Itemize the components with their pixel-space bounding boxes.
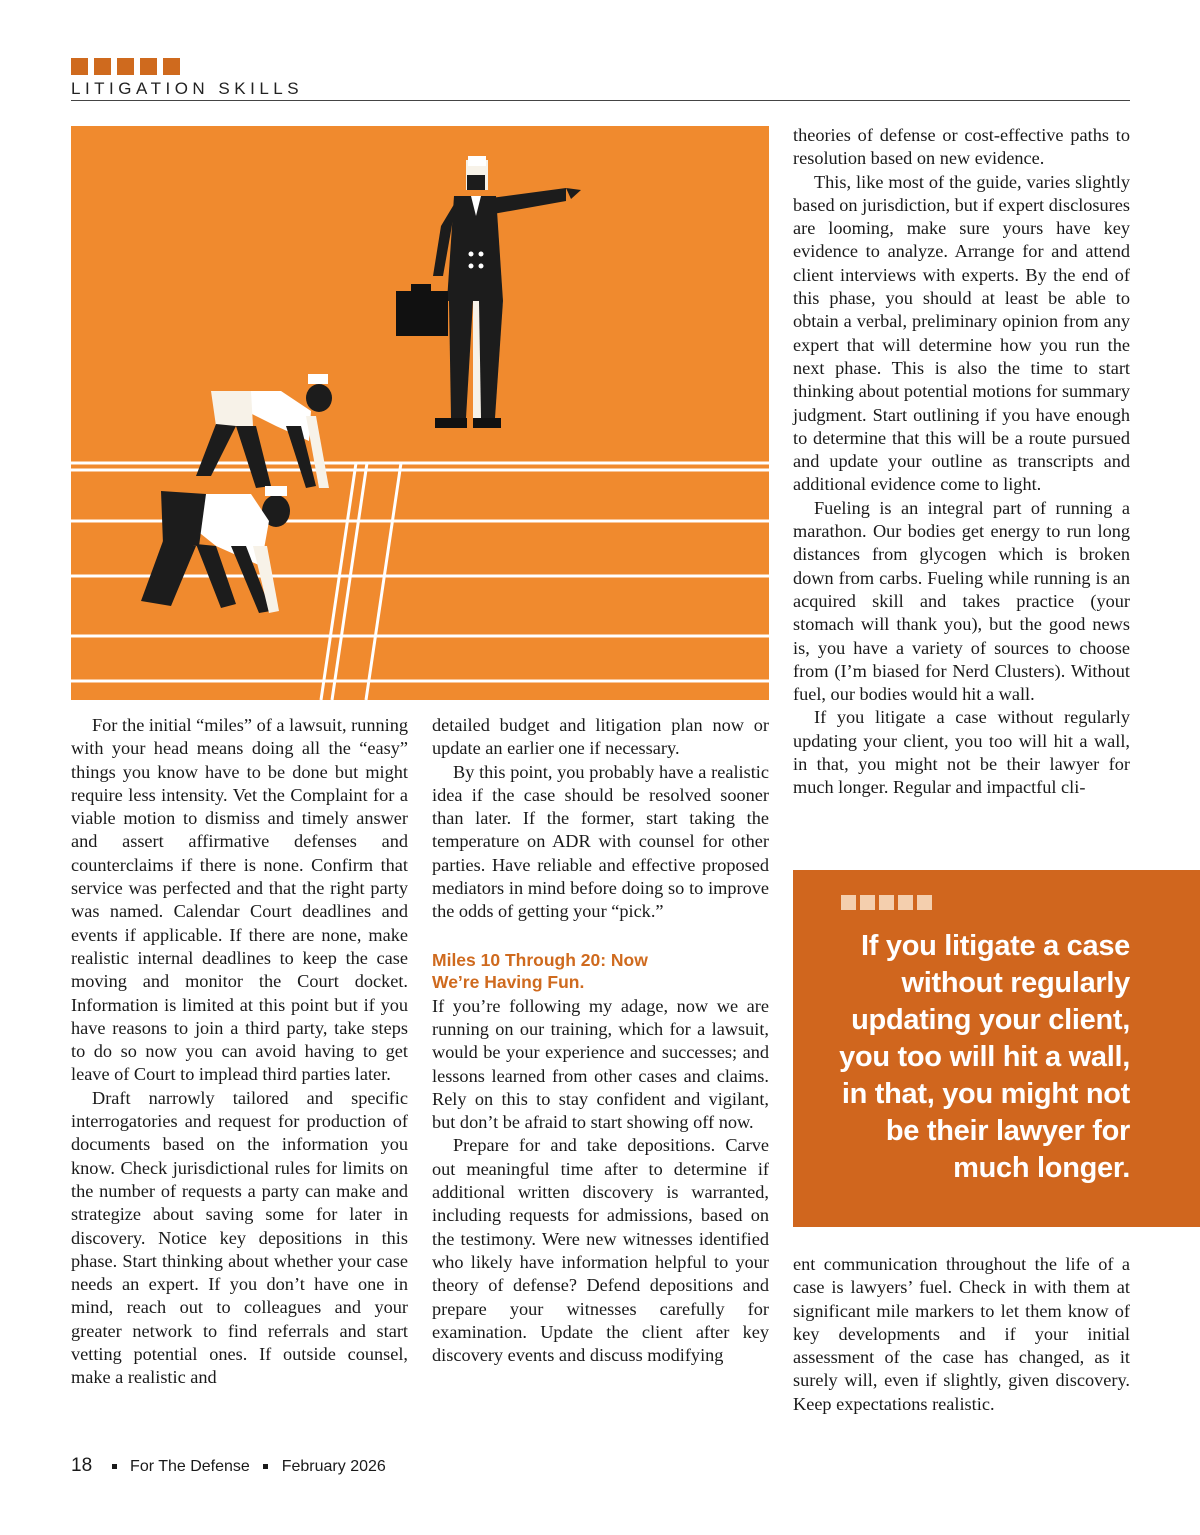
footer-bullet	[263, 1464, 268, 1469]
paragraph: Draft narrowly tailored and specific interrogatories and request for production of documents based on the information you know. Check jurisdictional rules for limits on the number of requests a party can make and strategize about saving some for later in discovery. Notice key depositions in this phase. Start thinking about whether your case needs an expert. If you don’t have one in mind, reach out to colleagues and your greater network to find referrals and start vetting potential ones. If outside counsel, make a realistic and	[71, 1087, 408, 1388]
paragraph: detailed budget and litigation plan now or update an earlier one if necessary.	[432, 715, 769, 759]
race-start-illustration-icon	[71, 126, 769, 700]
pull-quote-box	[793, 870, 1200, 1227]
paragraph: By this point, you probably have a realistic idea if the case should be resolved sooner than later. If the former, start taking the temperature on ADR with counsel for other parties. Have reliable and effective proposed mediators in mind before doing so to improve the odds of getting your “pick.”	[432, 761, 769, 922]
pull-quote-text: If you litigate a case without regularly updating your client, you too will hit a wall, in that, you might not be their lawyer for much longer.	[839, 930, 1130, 1184]
section-label: LITIGATION SKILLS	[71, 79, 304, 98]
article-column-1	[71, 714, 408, 1390]
pull-quote-marker-squares	[841, 895, 932, 910]
article-column-2	[432, 714, 769, 1367]
subhead-line-1: Miles 10 Through 20: Now	[432, 949, 648, 970]
paragraph: theories of defense or cost-effective paths to resolution based on new evidence.	[793, 125, 1130, 169]
paragraph: If you’re following my adage, now we are running on our training, which for a lawsuit, would be your experience and successes; and lessons learned from other cases and claims. Rely on this to stay confident and vigilant, but don’t be afraid to start showing off now.	[432, 995, 769, 1133]
footer-bullet	[112, 1464, 117, 1469]
section-marker-squares	[71, 58, 180, 75]
header-divider	[71, 100, 1130, 101]
paragraph: Prepare for and take depositions. Carve out meaningful time after to determine if additional written discovery is warranted, including requests for admissions, based on the testimony. Were new witnesses identified who likely have information helpful to your theory of defense? Defend depositions and prepare your witnesses carefully for examination. Update the client after key discovery events and discuss modifying	[432, 1135, 769, 1366]
paragraph: ent communication throughout the life of a case is lawyers’ fuel. Check in with them at significant mile markers to let them know of key developments and if your initial assessment of the case has changed, as it surely will, even if slightly, given discovery. Keep expectations realistic.	[793, 1254, 1130, 1414]
paragraph: For the initial “miles” of a lawsuit, running with your head means doing all the “easy” things you know have to be done but might require less intensity. Vet the Complaint for a viable motion to dismiss and timely answer and assert affirmative defenses and counterclaims if there is none. Confirm that service was perfected and that the right party was named. Calendar Court deadlines and events if applicable. If there are none, make realistic internal deadlines to keep the case moving and monitor the Court docket. Information is limited at this point but if you have reasons to join a third party, take steps to do so now you can avoid having to get leave of Court to implead third parties later.	[71, 715, 408, 1085]
subhead-line-2: We’re Having Fun.	[432, 971, 585, 992]
issue-date: February 2026	[281, 1458, 386, 1475]
page-footer	[71, 1455, 386, 1477]
paragraph: If you litigate a case without regularly updating your client, you too will hit a wall, in that, you might not be their lawyer for much longer. Regular and impactful cli-	[793, 707, 1130, 798]
section-subhead	[432, 949, 769, 993]
paragraph: Fueling is an integral part of running a marathon. Our bodies get energy to run long distances from glycogen which is broken down from carbs. Fueling while running is an acquired skill and takes practice (your stomach will thank you), but the good news is, you have a variety of sources to choose from (I’m biased for Nerd Clusters). Without fuel, our bodies would hit a wall.	[793, 497, 1130, 705]
article-column-3-top	[793, 124, 1130, 800]
article-column-3-bottom	[793, 1253, 1130, 1416]
publication-name: For The Defense	[130, 1458, 250, 1475]
paragraph: This, like most of the guide, varies slightly based on jurisdiction, but if expert disclosures are looming, make sure yours have key evidence to analyze. Arrange for and attend client interviews with experts. By the end of this phase, you should at least be able to obtain a verbal, preliminary opinion from any expert that will determine how you run the next phase. This is also the time to start thinking about potential motions for summary judgment. Start outlining if you have enough to determine that this will be a route pursued and update your outline as transcripts and additional evidence come to light.	[793, 171, 1130, 495]
page-number: 18	[71, 1455, 93, 1476]
